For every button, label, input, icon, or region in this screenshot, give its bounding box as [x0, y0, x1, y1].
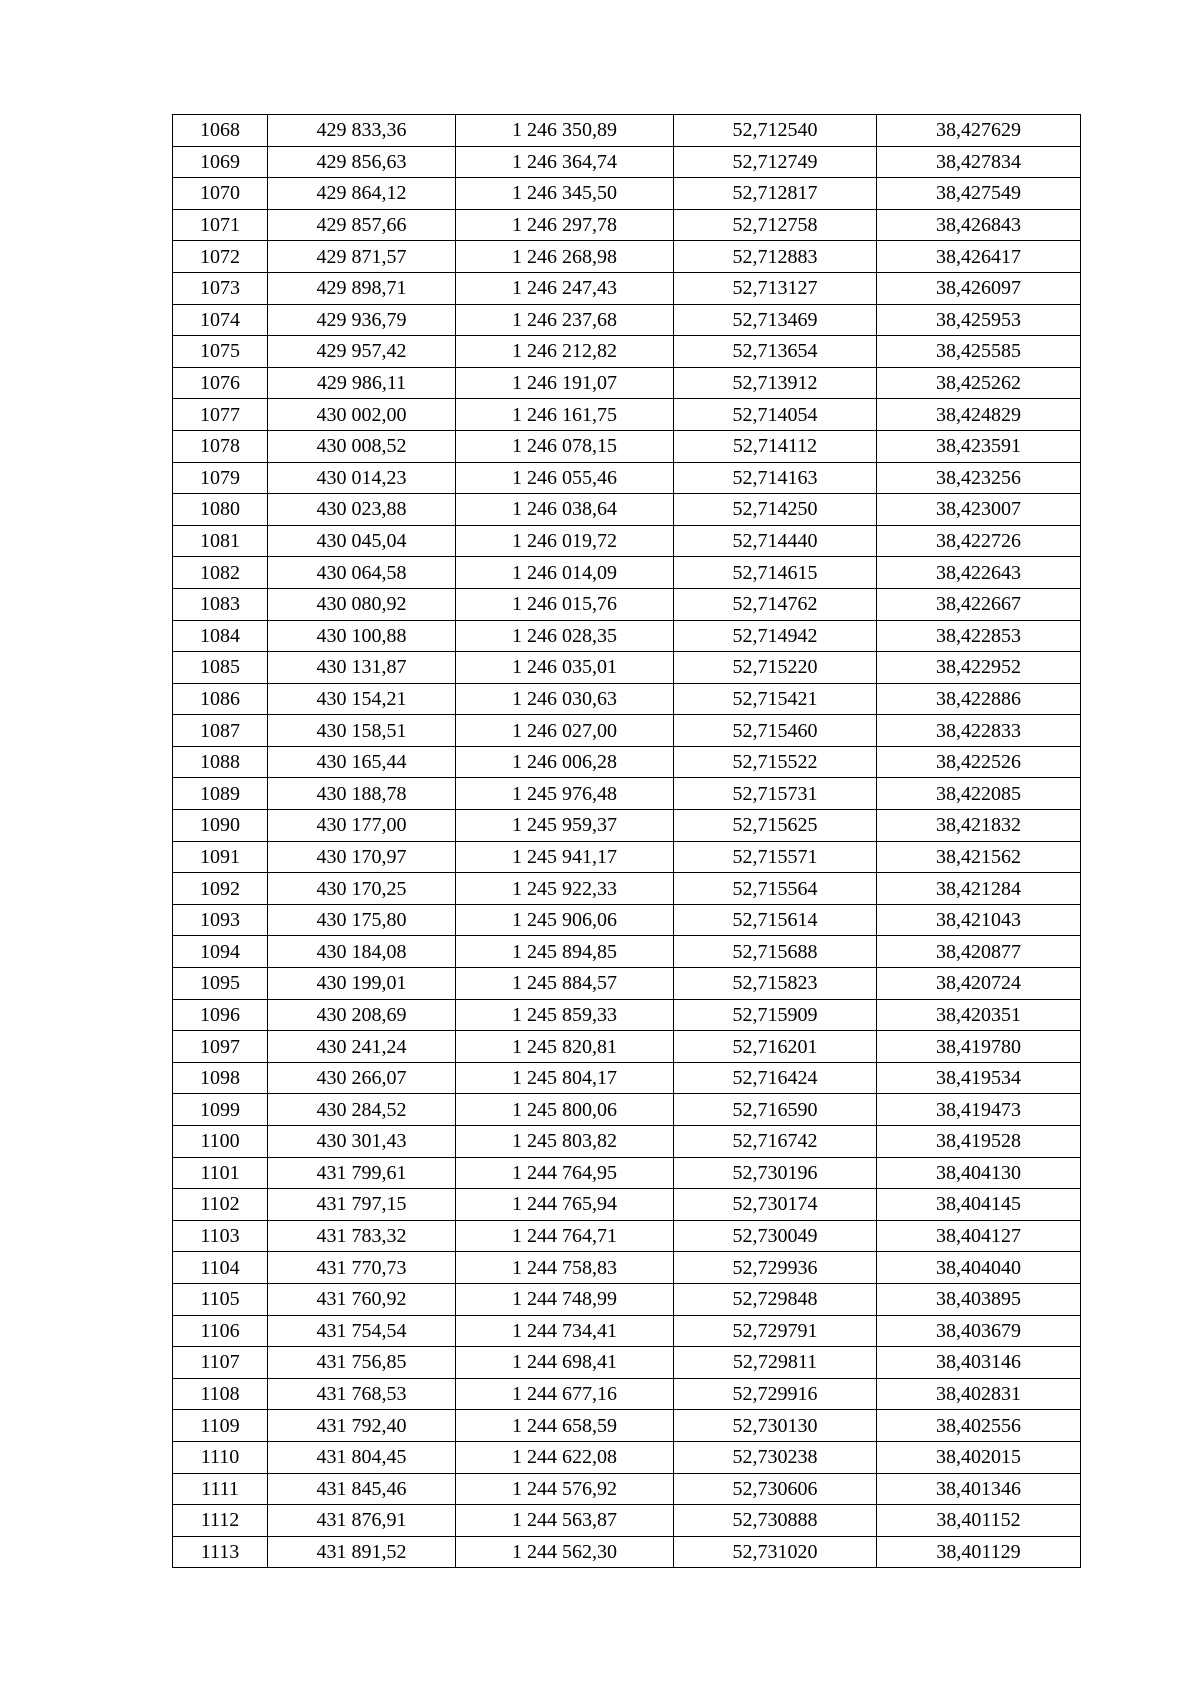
x-coordinate-cell: 431 770,73: [268, 1252, 456, 1284]
table-row: [173, 1126, 1081, 1158]
latitude-cell: 52,715522: [674, 746, 877, 778]
longitude-cell: 38,403146: [877, 1347, 1081, 1379]
latitude-cell: 52,714762: [674, 588, 877, 620]
y-coordinate-cell: 1 246 055,46: [456, 462, 674, 494]
latitude-cell: 52,714163: [674, 462, 877, 494]
x-coordinate-cell: 430 154,21: [268, 683, 456, 715]
y-coordinate-cell: 1 246 078,15: [456, 430, 674, 462]
latitude-cell: 52,715909: [674, 999, 877, 1031]
point-number-cell: 1088: [173, 746, 268, 778]
table-row: [173, 367, 1081, 399]
longitude-cell: 38,425585: [877, 336, 1081, 368]
table-row: [173, 1473, 1081, 1505]
table-row: [173, 968, 1081, 1000]
table-row: [173, 462, 1081, 494]
latitude-cell: 52,729936: [674, 1252, 877, 1284]
table-row: [173, 1505, 1081, 1537]
point-number-cell: 1109: [173, 1410, 268, 1442]
longitude-cell: 38,423256: [877, 462, 1081, 494]
table-row: [173, 1347, 1081, 1379]
point-number-cell: 1105: [173, 1283, 268, 1315]
longitude-cell: 38,403679: [877, 1315, 1081, 1347]
longitude-cell: 38,426097: [877, 272, 1081, 304]
longitude-cell: 38,403895: [877, 1283, 1081, 1315]
y-coordinate-cell: 1 246 015,76: [456, 588, 674, 620]
x-coordinate-cell: 431 760,92: [268, 1283, 456, 1315]
latitude-cell: 52,715460: [674, 715, 877, 747]
y-coordinate-cell: 1 246 161,75: [456, 399, 674, 431]
y-coordinate-cell: 1 246 350,89: [456, 115, 674, 147]
longitude-cell: 38,419528: [877, 1126, 1081, 1158]
table-row: [173, 1283, 1081, 1315]
table-row: [173, 115, 1081, 147]
y-coordinate-cell: 1 246 237,68: [456, 304, 674, 336]
table-row: [173, 746, 1081, 778]
x-coordinate-cell: 430 188,78: [268, 778, 456, 810]
x-coordinate-cell: 430 008,52: [268, 430, 456, 462]
point-number-cell: 1083: [173, 588, 268, 620]
point-number-cell: 1079: [173, 462, 268, 494]
point-number-cell: 1093: [173, 904, 268, 936]
y-coordinate-cell: 1 246 191,07: [456, 367, 674, 399]
latitude-cell: 52,729791: [674, 1315, 877, 1347]
x-coordinate-cell: 430 165,44: [268, 746, 456, 778]
longitude-cell: 38,427834: [877, 146, 1081, 178]
x-coordinate-cell: 431 797,15: [268, 1189, 456, 1221]
y-coordinate-cell: 1 245 820,81: [456, 1031, 674, 1063]
coordinates-table-body: [173, 115, 1081, 1568]
y-coordinate-cell: 1 246 006,28: [456, 746, 674, 778]
latitude-cell: 52,715571: [674, 841, 877, 873]
y-coordinate-cell: 1 246 030,63: [456, 683, 674, 715]
longitude-cell: 38,424829: [877, 399, 1081, 431]
longitude-cell: 38,422085: [877, 778, 1081, 810]
x-coordinate-cell: 430 266,07: [268, 1062, 456, 1094]
point-number-cell: 1094: [173, 936, 268, 968]
latitude-cell: 52,730888: [674, 1505, 877, 1537]
table-row: [173, 525, 1081, 557]
table-row: [173, 1031, 1081, 1063]
x-coordinate-cell: 430 080,92: [268, 588, 456, 620]
latitude-cell: 52,715220: [674, 652, 877, 684]
point-number-cell: 1070: [173, 178, 268, 210]
y-coordinate-cell: 1 246 297,78: [456, 209, 674, 241]
latitude-cell: 52,730196: [674, 1157, 877, 1189]
point-number-cell: 1111: [173, 1473, 268, 1505]
x-coordinate-cell: 430 175,80: [268, 904, 456, 936]
x-coordinate-cell: 431 768,53: [268, 1378, 456, 1410]
y-coordinate-cell: 1 245 894,85: [456, 936, 674, 968]
longitude-cell: 38,422853: [877, 620, 1081, 652]
latitude-cell: 52,729811: [674, 1347, 877, 1379]
x-coordinate-cell: 430 241,24: [268, 1031, 456, 1063]
y-coordinate-cell: 1 244 748,99: [456, 1283, 674, 1315]
table-row: [173, 178, 1081, 210]
longitude-cell: 38,402831: [877, 1378, 1081, 1410]
latitude-cell: 52,715564: [674, 873, 877, 905]
point-number-cell: 1075: [173, 336, 268, 368]
latitude-cell: 52,712758: [674, 209, 877, 241]
latitude-cell: 52,712817: [674, 178, 877, 210]
longitude-cell: 38,426417: [877, 241, 1081, 273]
latitude-cell: 52,715625: [674, 810, 877, 842]
longitude-cell: 38,427629: [877, 115, 1081, 147]
longitude-cell: 38,401129: [877, 1536, 1081, 1568]
latitude-cell: 52,729848: [674, 1283, 877, 1315]
latitude-cell: 52,713654: [674, 336, 877, 368]
table-row: [173, 620, 1081, 652]
point-number-cell: 1104: [173, 1252, 268, 1284]
y-coordinate-cell: 1 244 677,16: [456, 1378, 674, 1410]
y-coordinate-cell: 1 244 764,95: [456, 1157, 674, 1189]
table-row: [173, 1536, 1081, 1568]
y-coordinate-cell: 1 244 576,92: [456, 1473, 674, 1505]
point-number-cell: 1107: [173, 1347, 268, 1379]
longitude-cell: 38,425953: [877, 304, 1081, 336]
table-row: [173, 1315, 1081, 1347]
latitude-cell: 52,716201: [674, 1031, 877, 1063]
point-number-cell: 1074: [173, 304, 268, 336]
point-number-cell: 1092: [173, 873, 268, 905]
longitude-cell: 38,419534: [877, 1062, 1081, 1094]
longitude-cell: 38,422952: [877, 652, 1081, 684]
point-number-cell: 1080: [173, 494, 268, 526]
latitude-cell: 52,713912: [674, 367, 877, 399]
y-coordinate-cell: 1 246 027,00: [456, 715, 674, 747]
x-coordinate-cell: 431 804,45: [268, 1441, 456, 1473]
longitude-cell: 38,420877: [877, 936, 1081, 968]
table-row: [173, 146, 1081, 178]
table-row: [173, 1441, 1081, 1473]
table-row: [173, 399, 1081, 431]
x-coordinate-cell: 429 857,66: [268, 209, 456, 241]
point-number-cell: 1073: [173, 272, 268, 304]
longitude-cell: 38,423591: [877, 430, 1081, 462]
y-coordinate-cell: 1 245 859,33: [456, 999, 674, 1031]
x-coordinate-cell: 431 876,91: [268, 1505, 456, 1537]
table-row: [173, 841, 1081, 873]
y-coordinate-cell: 1 246 247,43: [456, 272, 674, 304]
y-coordinate-cell: 1 244 698,41: [456, 1347, 674, 1379]
y-coordinate-cell: 1 245 884,57: [456, 968, 674, 1000]
latitude-cell: 52,712749: [674, 146, 877, 178]
point-number-cell: 1113: [173, 1536, 268, 1568]
point-number-cell: 1077: [173, 399, 268, 431]
latitude-cell: 52,714440: [674, 525, 877, 557]
longitude-cell: 38,427549: [877, 178, 1081, 210]
table-row: [173, 588, 1081, 620]
longitude-cell: 38,422886: [877, 683, 1081, 715]
x-coordinate-cell: 431 792,40: [268, 1410, 456, 1442]
y-coordinate-cell: 1 245 800,06: [456, 1094, 674, 1126]
x-coordinate-cell: 429 957,42: [268, 336, 456, 368]
x-coordinate-cell: 430 177,00: [268, 810, 456, 842]
latitude-cell: 52,715688: [674, 936, 877, 968]
table-row: [173, 494, 1081, 526]
latitude-cell: 52,714112: [674, 430, 877, 462]
y-coordinate-cell: 1 245 941,17: [456, 841, 674, 873]
longitude-cell: 38,426843: [877, 209, 1081, 241]
latitude-cell: 52,716590: [674, 1094, 877, 1126]
point-number-cell: 1084: [173, 620, 268, 652]
longitude-cell: 38,422643: [877, 557, 1081, 589]
x-coordinate-cell: 431 783,32: [268, 1220, 456, 1252]
x-coordinate-cell: 430 208,69: [268, 999, 456, 1031]
point-number-cell: 1102: [173, 1189, 268, 1221]
y-coordinate-cell: 1 245 959,37: [456, 810, 674, 842]
longitude-cell: 38,404145: [877, 1189, 1081, 1221]
table-row: [173, 304, 1081, 336]
x-coordinate-cell: 429 936,79: [268, 304, 456, 336]
y-coordinate-cell: 1 244 764,71: [456, 1220, 674, 1252]
x-coordinate-cell: 430 014,23: [268, 462, 456, 494]
table-row: [173, 652, 1081, 684]
y-coordinate-cell: 1 246 035,01: [456, 652, 674, 684]
y-coordinate-cell: 1 244 562,30: [456, 1536, 674, 1568]
latitude-cell: 52,715614: [674, 904, 877, 936]
longitude-cell: 38,420351: [877, 999, 1081, 1031]
table-row: [173, 683, 1081, 715]
x-coordinate-cell: 430 064,58: [268, 557, 456, 589]
point-number-cell: 1097: [173, 1031, 268, 1063]
longitude-cell: 38,404127: [877, 1220, 1081, 1252]
y-coordinate-cell: 1 246 345,50: [456, 178, 674, 210]
x-coordinate-cell: 429 864,12: [268, 178, 456, 210]
y-coordinate-cell: 1 246 364,74: [456, 146, 674, 178]
table-row: [173, 1410, 1081, 1442]
latitude-cell: 52,730049: [674, 1220, 877, 1252]
y-coordinate-cell: 1 246 028,35: [456, 620, 674, 652]
x-coordinate-cell: 429 856,63: [268, 146, 456, 178]
point-number-cell: 1086: [173, 683, 268, 715]
longitude-cell: 38,419473: [877, 1094, 1081, 1126]
y-coordinate-cell: 1 246 038,64: [456, 494, 674, 526]
x-coordinate-cell: 429 871,57: [268, 241, 456, 273]
latitude-cell: 52,713469: [674, 304, 877, 336]
y-coordinate-cell: 1 246 014,09: [456, 557, 674, 589]
longitude-cell: 38,421832: [877, 810, 1081, 842]
latitude-cell: 52,714615: [674, 557, 877, 589]
latitude-cell: 52,730174: [674, 1189, 877, 1221]
table-row: [173, 778, 1081, 810]
table-row: [173, 272, 1081, 304]
table-row: [173, 810, 1081, 842]
point-number-cell: 1072: [173, 241, 268, 273]
x-coordinate-cell: 430 284,52: [268, 1094, 456, 1126]
point-number-cell: 1112: [173, 1505, 268, 1537]
point-number-cell: 1068: [173, 115, 268, 147]
longitude-cell: 38,420724: [877, 968, 1081, 1000]
table-row: [173, 904, 1081, 936]
latitude-cell: 52,730606: [674, 1473, 877, 1505]
point-number-cell: 1101: [173, 1157, 268, 1189]
x-coordinate-cell: 430 045,04: [268, 525, 456, 557]
longitude-cell: 38,422526: [877, 746, 1081, 778]
x-coordinate-cell: 430 100,88: [268, 620, 456, 652]
x-coordinate-cell: 431 891,52: [268, 1536, 456, 1568]
x-coordinate-cell: 430 199,01: [268, 968, 456, 1000]
y-coordinate-cell: 1 244 758,83: [456, 1252, 674, 1284]
latitude-cell: 52,712540: [674, 115, 877, 147]
point-number-cell: 1100: [173, 1126, 268, 1158]
x-coordinate-cell: 430 158,51: [268, 715, 456, 747]
x-coordinate-cell: 431 754,54: [268, 1315, 456, 1347]
table-row: [173, 1094, 1081, 1126]
point-number-cell: 1091: [173, 841, 268, 873]
latitude-cell: 52,714054: [674, 399, 877, 431]
y-coordinate-cell: 1 245 906,06: [456, 904, 674, 936]
point-number-cell: 1103: [173, 1220, 268, 1252]
x-coordinate-cell: 431 756,85: [268, 1347, 456, 1379]
longitude-cell: 38,401152: [877, 1505, 1081, 1537]
table-row: [173, 873, 1081, 905]
x-coordinate-cell: 429 833,36: [268, 115, 456, 147]
x-coordinate-cell: 429 986,11: [268, 367, 456, 399]
point-number-cell: 1096: [173, 999, 268, 1031]
longitude-cell: 38,422833: [877, 715, 1081, 747]
latitude-cell: 52,716742: [674, 1126, 877, 1158]
point-number-cell: 1089: [173, 778, 268, 810]
point-number-cell: 1069: [173, 146, 268, 178]
y-coordinate-cell: 1 246 212,82: [456, 336, 674, 368]
longitude-cell: 38,419780: [877, 1031, 1081, 1063]
x-coordinate-cell: 430 002,00: [268, 399, 456, 431]
x-coordinate-cell: 430 170,25: [268, 873, 456, 905]
point-number-cell: 1108: [173, 1378, 268, 1410]
table-row: [173, 1252, 1081, 1284]
table-row: [173, 715, 1081, 747]
table-row: [173, 999, 1081, 1031]
coordinates-table: [172, 114, 1081, 1568]
longitude-cell: 38,401346: [877, 1473, 1081, 1505]
latitude-cell: 52,715731: [674, 778, 877, 810]
table-row: [173, 241, 1081, 273]
latitude-cell: 52,730238: [674, 1441, 877, 1473]
point-number-cell: 1087: [173, 715, 268, 747]
table-row: [173, 1378, 1081, 1410]
point-number-cell: 1090: [173, 810, 268, 842]
y-coordinate-cell: 1 244 734,41: [456, 1315, 674, 1347]
point-number-cell: 1099: [173, 1094, 268, 1126]
table-row: [173, 936, 1081, 968]
longitude-cell: 38,421043: [877, 904, 1081, 936]
longitude-cell: 38,421562: [877, 841, 1081, 873]
latitude-cell: 52,716424: [674, 1062, 877, 1094]
point-number-cell: 1078: [173, 430, 268, 462]
longitude-cell: 38,422667: [877, 588, 1081, 620]
y-coordinate-cell: 1 246 268,98: [456, 241, 674, 273]
y-coordinate-cell: 1 244 765,94: [456, 1189, 674, 1221]
longitude-cell: 38,404040: [877, 1252, 1081, 1284]
x-coordinate-cell: 429 898,71: [268, 272, 456, 304]
latitude-cell: 52,731020: [674, 1536, 877, 1568]
longitude-cell: 38,421284: [877, 873, 1081, 905]
point-number-cell: 1082: [173, 557, 268, 589]
y-coordinate-cell: 1 245 804,17: [456, 1062, 674, 1094]
table-row: [173, 557, 1081, 589]
point-number-cell: 1098: [173, 1062, 268, 1094]
point-number-cell: 1081: [173, 525, 268, 557]
y-coordinate-cell: 1 246 019,72: [456, 525, 674, 557]
latitude-cell: 52,715823: [674, 968, 877, 1000]
x-coordinate-cell: 430 301,43: [268, 1126, 456, 1158]
point-number-cell: 1106: [173, 1315, 268, 1347]
y-coordinate-cell: 1 244 658,59: [456, 1410, 674, 1442]
table-row: [173, 1157, 1081, 1189]
point-number-cell: 1095: [173, 968, 268, 1000]
point-number-cell: 1076: [173, 367, 268, 399]
longitude-cell: 38,402556: [877, 1410, 1081, 1442]
y-coordinate-cell: 1 245 803,82: [456, 1126, 674, 1158]
longitude-cell: 38,423007: [877, 494, 1081, 526]
table-row: [173, 1189, 1081, 1221]
x-coordinate-cell: 430 184,08: [268, 936, 456, 968]
y-coordinate-cell: 1 245 976,48: [456, 778, 674, 810]
latitude-cell: 52,729916: [674, 1378, 877, 1410]
point-number-cell: 1071: [173, 209, 268, 241]
latitude-cell: 52,715421: [674, 683, 877, 715]
latitude-cell: 52,714250: [674, 494, 877, 526]
x-coordinate-cell: 431 845,46: [268, 1473, 456, 1505]
longitude-cell: 38,404130: [877, 1157, 1081, 1189]
y-coordinate-cell: 1 244 622,08: [456, 1441, 674, 1473]
x-coordinate-cell: 430 023,88: [268, 494, 456, 526]
table-row: [173, 430, 1081, 462]
x-coordinate-cell: 430 131,87: [268, 652, 456, 684]
table-row: [173, 209, 1081, 241]
latitude-cell: 52,712883: [674, 241, 877, 273]
y-coordinate-cell: 1 244 563,87: [456, 1505, 674, 1537]
latitude-cell: 52,713127: [674, 272, 877, 304]
longitude-cell: 38,402015: [877, 1441, 1081, 1473]
y-coordinate-cell: 1 245 922,33: [456, 873, 674, 905]
table-row: [173, 1220, 1081, 1252]
longitude-cell: 38,425262: [877, 367, 1081, 399]
x-coordinate-cell: 430 170,97: [268, 841, 456, 873]
longitude-cell: 38,422726: [877, 525, 1081, 557]
point-number-cell: 1110: [173, 1441, 268, 1473]
latitude-cell: 52,730130: [674, 1410, 877, 1442]
point-number-cell: 1085: [173, 652, 268, 684]
table-row: [173, 1062, 1081, 1094]
table-row: [173, 336, 1081, 368]
x-coordinate-cell: 431 799,61: [268, 1157, 456, 1189]
latitude-cell: 52,714942: [674, 620, 877, 652]
